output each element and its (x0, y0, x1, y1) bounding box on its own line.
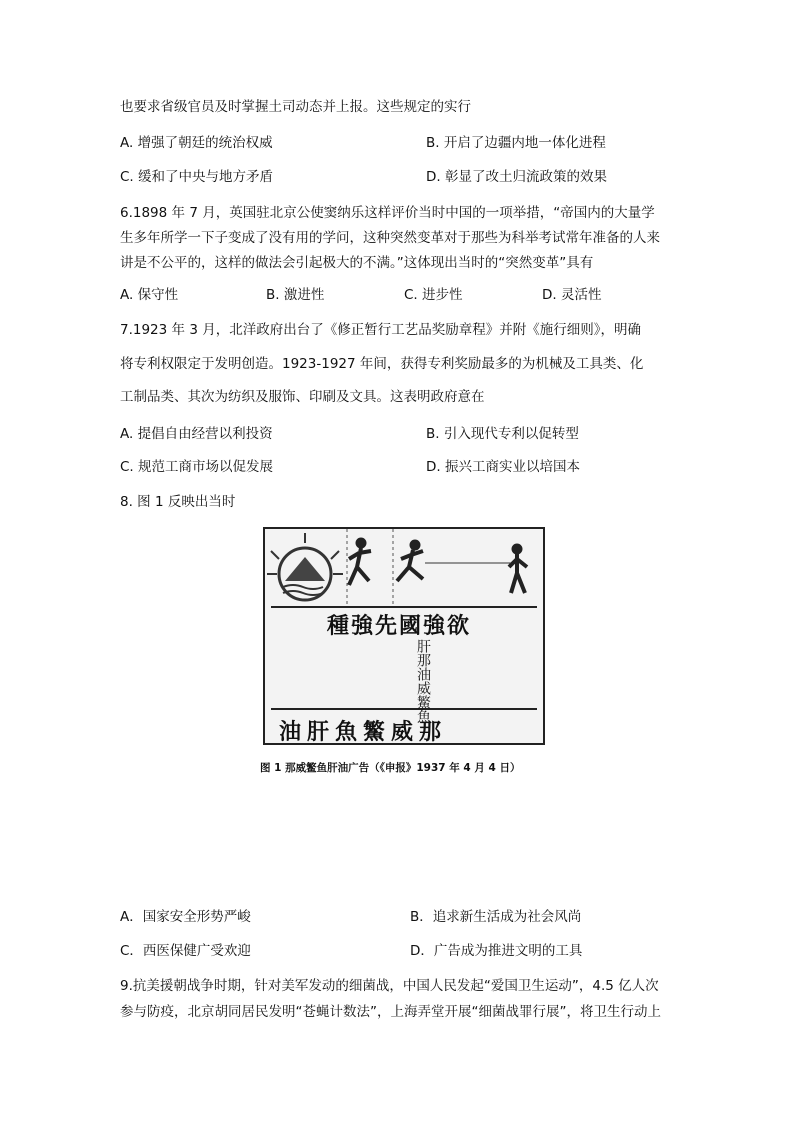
q6-option-c[interactable]: C. 进步性 (404, 287, 463, 303)
q8-option-d[interactable]: D．广告成为推进文明的工具 (410, 943, 583, 959)
q5-option-d[interactable]: D. 彰显了改土归流政策的效果 (426, 169, 607, 185)
q7-option-a[interactable]: A. 提倡自由经营以利投资 (120, 426, 273, 442)
q5-option-b[interactable]: B. 开启了边疆内地一体化进程 (426, 135, 606, 151)
q7-option-b[interactable]: B. 引入现代专利以促转型 (426, 426, 579, 442)
q6-option-a[interactable]: A. 保守性 (120, 287, 179, 303)
q6-option-b[interactable]: B. 激进性 (266, 287, 325, 303)
advertisement-headline: 種強先國強欲 (327, 613, 472, 639)
q8-option-a[interactable]: A．国家安全形势严峻 (120, 909, 251, 925)
q8-option-c[interactable]: C．西医保健广受欢迎 (120, 943, 251, 959)
q7-stem-line-2: 将专利权限定于发明创造。1923-1927 年间，获得专利奖励最多的为机械及工具类、化 (120, 356, 644, 372)
q6-stem-line-1: 6.1898 年 7 月，英国驻北京公使窦纳乐这样评价当时中国的一项举措，“帝国内的大量学 (120, 205, 655, 221)
q5-option-a[interactable]: A. 增强了朝廷的统治权威 (120, 135, 273, 151)
sun-mountain-logo-icon (267, 533, 343, 600)
runner-figures-icon (349, 538, 527, 593)
q7-stem-line-3: 工制品类、其次为纺织及服饰、印刷及文具。这表明政府意在 (120, 389, 485, 405)
q7-option-c[interactable]: C. 规范工商市场以促发展 (120, 459, 274, 475)
q6-option-d[interactable]: D. 灵活性 (542, 287, 602, 303)
advertisement-brand-vertical: 肝那油威鰵魚 (415, 639, 431, 723)
q8-option-b[interactable]: B．追求新生活成为社会风尚 (410, 909, 582, 925)
figure-caption: 图 1 那威鳘鱼肝油广告（《申报》1937 年 4 月 4 日） (260, 762, 521, 774)
q9-stem-line-1: 9.抗美援朝战争时期，针对美军发动的细菌战，中国人民发起“爱国卫生运动”，4.5 亿人次 (120, 978, 659, 994)
q8-stem: 8. 图 1 反映出当时 (120, 494, 236, 510)
q5-option-c[interactable]: C. 缓和了中央与地方矛盾 (120, 169, 274, 185)
advertisement-footer: 油肝魚鰵威那 (279, 719, 448, 745)
q6-stem-line-2: 生多年所学一下子变成了没有用的学问，这种突然变革对于那些为科举考试常年准备的人来 (120, 230, 660, 246)
q6-stem-line-3: 讲是不公平的，这样的做法会引起极大的不满。”这体现出当时的“突然变革”具有 (120, 255, 594, 271)
q5-stem-tail: 也要求省级官员及时掌握土司动态并上报。这些规定的实行 (120, 99, 471, 115)
advertisement-figure (263, 527, 545, 745)
q9-stem-line-2: 参与防疫，北京胡同居民发明“苍蝇计数法”，上海弄堂开展“细菌战罪行展”，将卫生行动上 (120, 1004, 661, 1020)
q7-option-d[interactable]: D. 振兴工商实业以培国本 (426, 459, 580, 475)
q7-stem-line-1: 7.1923 年 3 月，北洋政府出台了《修正暂行工艺品奖励章程》并附《施行细则》，明确 (120, 322, 641, 338)
